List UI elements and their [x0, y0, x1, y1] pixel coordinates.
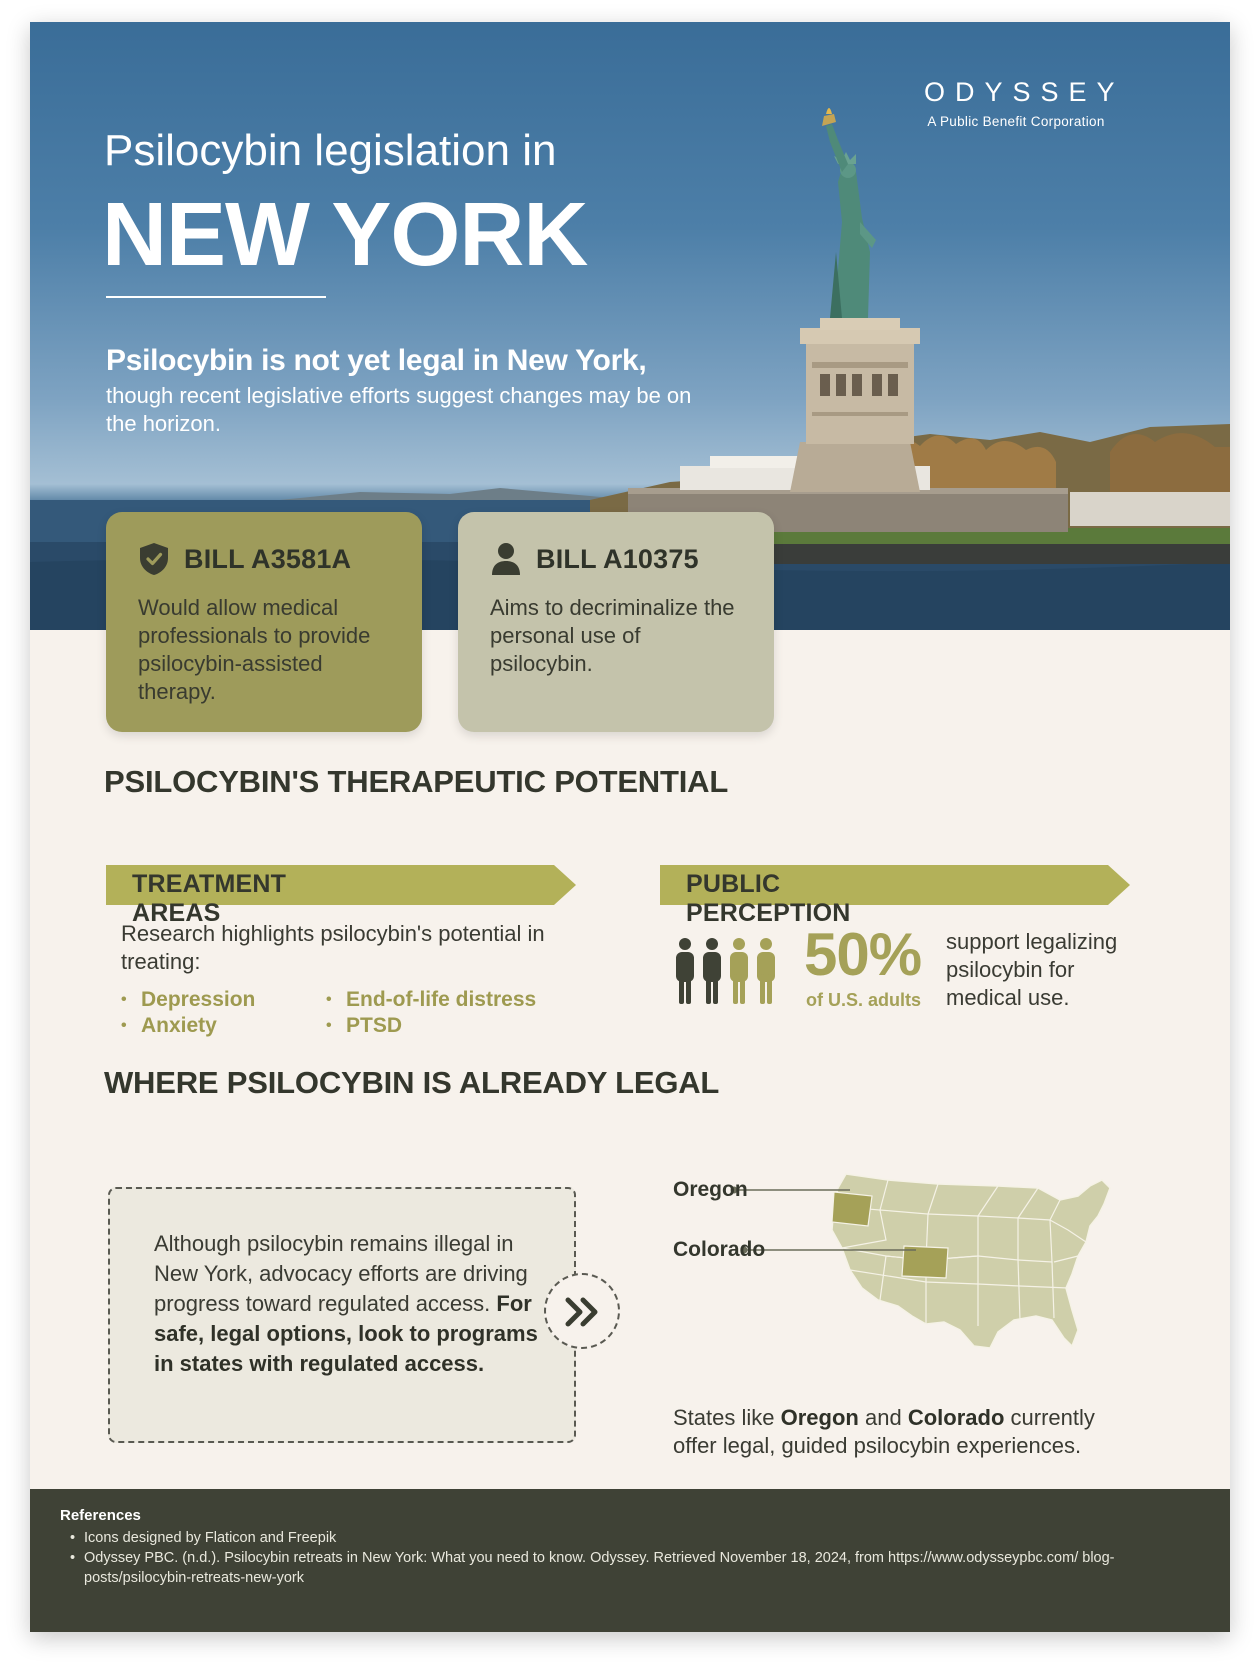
bill-description: Aims to decriminalize the personal use of psilocybin.: [490, 595, 735, 676]
infographic-page: [30, 22, 1230, 1632]
list-item: • Odyssey PBC. (n.d.). Psilocybin retreats in New York: What you need to know. Odyssey. Retrieved November 18, 2024, from https://www.odysseypbc.com/ blog-posts/psilocybin-retreats-new-york: [70, 1548, 1164, 1588]
legal-box-text: Although psilocybin remains illegal in New York, advocacy efforts are driving progress toward regulated access. For safe, legal options, look to programs in states with regulated access.: [154, 1231, 538, 1376]
person-figure-icon: [730, 938, 748, 1004]
person-figure-icon: [757, 938, 775, 1004]
brand-logo: [916, 77, 1125, 129]
bill-title: BILL A3581A: [184, 543, 352, 574]
legal-heading: WHERE PSILOCYBIN IS ALREADY LEGAL: [104, 1065, 720, 1100]
caption-colorado: Colorado: [907, 1405, 1005, 1430]
list-item: • Anxiety: [121, 1013, 255, 1039]
treatment-list-left: [121, 987, 255, 1039]
hero-lead: [106, 344, 706, 438]
people-icons: [674, 938, 784, 1006]
references-list: [60, 1528, 1200, 1588]
hero-lead-text: though recent legislative efforts suggest changes may be on the horizon.: [106, 383, 692, 436]
list-item: • PTSD: [326, 1013, 536, 1039]
stat-description: support legalizing psilocybin for medical use.: [946, 929, 1118, 1010]
list-item: • Icons designed by Flaticon and Freepik: [70, 1528, 1164, 1548]
ribbon-label: PUBLIC PERCEPTION: [686, 870, 851, 927]
bill-card-a3581a: [106, 512, 422, 732]
colorado-label: Colorado: [673, 1238, 766, 1261]
double-chevron-right-icon: [565, 1297, 601, 1327]
hero-lead-bold: Psilocybin is not yet legal in New York,: [106, 344, 647, 377]
stat-percentage: 50%: [804, 921, 922, 988]
therapeutic-heading: PSILOCYBIN'S THERAPEUTIC POTENTIAL: [104, 764, 729, 799]
oregon-label: Oregon: [673, 1178, 748, 1201]
bill-description: Would allow medical professionals to provide psilocybin-assisted therapy.: [138, 595, 371, 704]
bill-card-a10375: [458, 512, 774, 732]
legal-box-bold: For safe, legal options, look to programs in states with regulated access.: [154, 1291, 538, 1376]
legal-info-box: [108, 1187, 576, 1443]
hero-title: NEW YORK: [102, 185, 588, 285]
list-item: • End-of-life distress: [326, 987, 536, 1013]
references-footer: [30, 1489, 1230, 1632]
brand-name: ODYSSEY: [924, 77, 1125, 107]
ribbon-label: TREATMENT AREAS: [132, 870, 287, 927]
arrow-circle: [544, 1273, 620, 1349]
caption-oregon: Oregon: [780, 1405, 859, 1430]
map-caption: States like Oregon and Colorado currently offer legal, guided psilocybin experiences.: [673, 1405, 1095, 1458]
treatment-intro: Research highlights psilocybin's potential in treating:: [121, 921, 545, 974]
hero-pretitle: Psilocybin legislation in: [104, 126, 557, 175]
bill-title: BILL A10375: [536, 543, 699, 574]
person-figure-icon: [676, 938, 694, 1004]
references-title: References: [60, 1507, 141, 1524]
brand-subtitle: A Public Benefit Corporation: [927, 114, 1105, 129]
person-icon: [490, 542, 522, 576]
list-item: • Depression: [121, 987, 255, 1013]
treatment-list-right: [326, 987, 536, 1039]
stat-subtitle: of U.S. adults: [806, 990, 922, 1010]
title-divider: [106, 296, 326, 298]
person-figure-icon: [703, 938, 721, 1004]
shield-icon: [138, 542, 170, 576]
